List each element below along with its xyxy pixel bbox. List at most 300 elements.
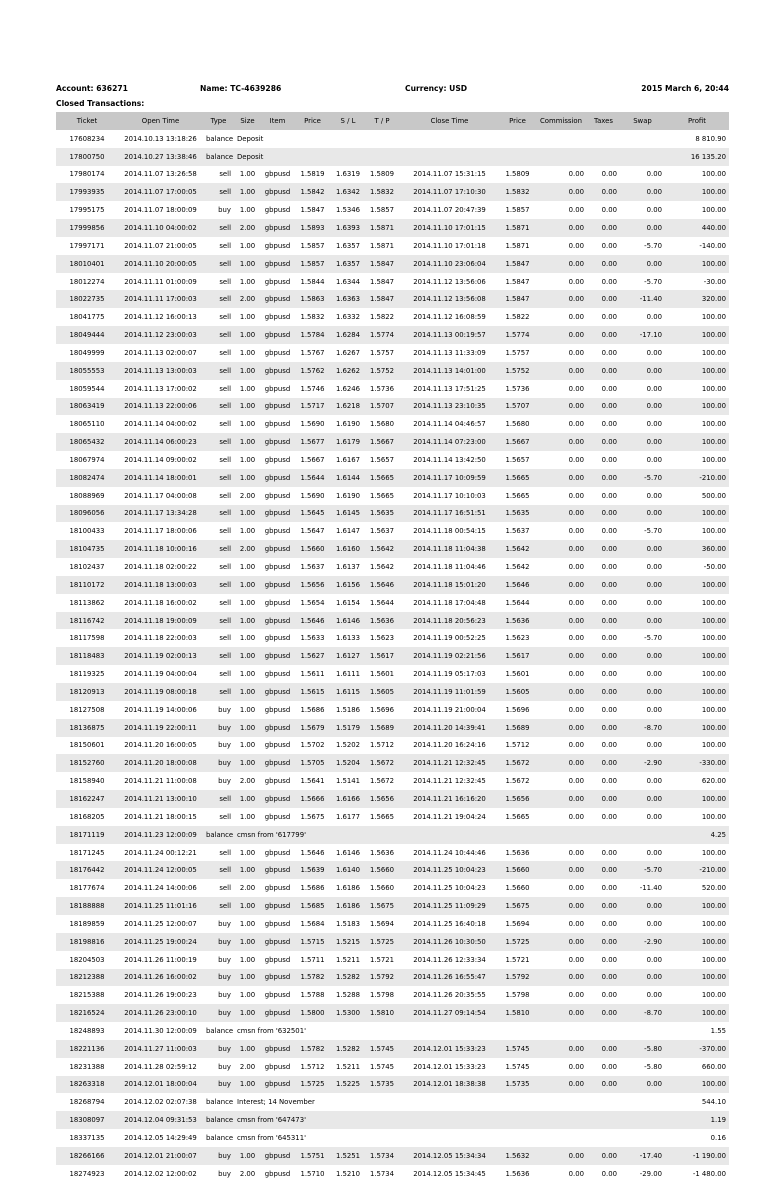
swap-cell: 0.00: [646, 313, 662, 322]
table-row: [56, 505, 729, 523]
table-row: [56, 897, 729, 915]
price-cell: 1.5684: [300, 919, 325, 928]
price-cell: 1.5666: [294, 790, 331, 808]
close-time-cell: 2014.11.19 11:01:59: [399, 683, 500, 701]
swap-cell: 0.00: [646, 955, 662, 964]
close-price-cell: 1.5774: [500, 326, 535, 344]
type-cell: buy: [218, 705, 231, 714]
open-time-cell: 2014.12.05 14:29:49: [124, 1134, 197, 1143]
stop-loss-cell: 1.5282: [331, 1040, 365, 1058]
swap-cell: 0.00: [646, 991, 662, 1000]
table-row: [56, 1058, 729, 1076]
take-profit-cell: 1.5680: [369, 420, 395, 429]
column-header-take-profit: T / P: [365, 112, 399, 130]
stop-loss-cell: 1.6363: [331, 290, 365, 308]
stop-loss-cell: 1.6133: [335, 634, 361, 643]
profit-cell: 100.00: [665, 505, 729, 523]
commission-cell: 0.00: [535, 1040, 587, 1058]
close-price-cell: 1.5680: [505, 420, 530, 429]
ticket-cell: 18274923: [69, 1169, 105, 1178]
swap-cell: 0.00: [620, 647, 665, 665]
ticket-cell: 17608234: [69, 134, 105, 143]
type-cell: sell: [219, 241, 231, 250]
table-row: [56, 1093, 729, 1111]
price-cell: 1.5782: [294, 1040, 331, 1058]
open-time-cell: 2014.10.13 13:18:26: [124, 134, 197, 143]
type-cell: buy: [218, 919, 231, 928]
taxes-cell: 0.00: [601, 634, 617, 643]
profit-cell: -1 190.00: [665, 1147, 729, 1165]
swap-cell: -2.90: [620, 933, 665, 951]
close-time-cell: 2014.11.26 16:55:47: [399, 969, 500, 987]
swap-cell: 0.00: [646, 777, 662, 786]
item-cell: gbpusd: [264, 991, 291, 1000]
close-price-cell: 1.5735: [500, 1076, 535, 1094]
take-profit-cell: 1.5832: [365, 183, 399, 201]
size-cell: 2.00: [234, 540, 261, 558]
profit-cell: 100.00: [701, 812, 726, 821]
ticket-cell: 18266166: [56, 1147, 118, 1165]
table-row: [56, 130, 729, 148]
type-cell: sell: [219, 563, 231, 572]
profit-cell: 1.19: [665, 1111, 729, 1129]
open-time-cell: 2014.11.18 22:00:03: [124, 634, 197, 643]
stop-loss-cell: 1.6177: [335, 812, 361, 821]
stop-loss-cell: 1.5251: [331, 1147, 365, 1165]
open-time-cell: 2014.11.18 02:00:22: [124, 563, 197, 572]
close-price-cell: 1.5636: [505, 848, 530, 857]
size-cell: 2.00: [239, 777, 256, 786]
taxes-cell: 0.00: [587, 183, 620, 201]
profit-cell: 544.10: [701, 1098, 726, 1107]
ticket-cell: 18041775: [69, 313, 105, 322]
close-price-cell: 1.5707: [500, 398, 535, 416]
open-time-cell: 2014.11.24 12:00:05: [118, 861, 203, 879]
ticket-cell: 18215388: [69, 991, 105, 1000]
stop-loss-cell: 1.6342: [331, 183, 365, 201]
type-cell: buy: [203, 1004, 234, 1022]
swap-cell: -11.40: [620, 290, 665, 308]
size-cell: 1.00: [239, 991, 256, 1000]
taxes-cell: 0.00: [587, 754, 620, 772]
stop-loss-cell: 1.6357: [335, 241, 361, 250]
close-time-cell: 2014.11.26 12:33:34: [413, 955, 486, 964]
close-time-cell: 2014.11.20 16:24:16: [413, 741, 486, 750]
take-profit-cell: 1.5636: [369, 848, 395, 857]
profit-cell: 100.00: [701, 420, 726, 429]
commission-cell: 0.00: [568, 491, 584, 500]
table-row: [56, 255, 729, 273]
item-cell: gbpusd: [261, 969, 294, 987]
take-profit-cell: 1.5871: [369, 241, 395, 250]
table-row: [56, 612, 729, 630]
ticket-cell: 18198816: [56, 933, 118, 951]
item-cell: gbpusd: [264, 634, 291, 643]
item-cell: gbpusd: [264, 848, 291, 857]
open-time-cell: 2014.11.21 11:00:08: [124, 777, 197, 786]
price-cell: 1.5690: [300, 420, 325, 429]
profit-cell: 500.00: [701, 491, 726, 500]
price-cell: 1.5677: [294, 433, 331, 451]
open-time-cell: 2014.11.20 16:00:05: [124, 741, 197, 750]
taxes-cell: 0.00: [587, 933, 620, 951]
taxes-cell: 0.00: [601, 384, 617, 393]
stop-loss-cell: 1.5211: [335, 955, 361, 964]
take-profit-cell: 1.5623: [369, 634, 395, 643]
table-row: [56, 1165, 729, 1183]
close-price-cell: 1.5642: [505, 563, 530, 572]
type-cell: sell: [203, 647, 234, 665]
swap-cell: -11.40: [639, 884, 662, 893]
close-price-cell: 1.5665: [500, 469, 535, 487]
swap-cell: -5.70: [620, 469, 665, 487]
take-profit-cell: 1.5735: [365, 1076, 399, 1094]
type-cell: sell: [219, 670, 231, 679]
close-price-cell: 1.5636: [500, 612, 535, 630]
price-cell: 1.5717: [294, 398, 331, 416]
commission-cell: 0.00: [568, 1169, 584, 1178]
open-time-cell: 2014.11.19 14:00:06: [124, 705, 197, 714]
price-cell: 1.5647: [300, 527, 325, 536]
commission-cell: 0.00: [535, 505, 587, 523]
type-cell: sell: [203, 183, 234, 201]
size-cell: 1.00: [234, 683, 261, 701]
profit-cell: 100.00: [665, 719, 729, 737]
item-cell: gbpusd: [264, 884, 291, 893]
commission-cell: 0.00: [535, 219, 587, 237]
ticket-cell: 18176442: [56, 861, 118, 879]
profit-cell: 100.00: [665, 362, 729, 380]
commission-cell: 0.00: [568, 384, 584, 393]
profit-cell: 100.00: [665, 612, 729, 630]
stop-loss-cell: 1.5210: [335, 1169, 361, 1178]
ticket-cell: 18010401: [56, 255, 118, 273]
ticket-cell: 18100433: [69, 527, 105, 536]
price-cell: 1.5656: [294, 576, 331, 594]
size-cell: 1.00: [239, 563, 256, 572]
taxes-cell: 0.00: [601, 1169, 617, 1178]
size-cell: 1.00: [239, 955, 256, 964]
taxes-cell: 0.00: [601, 919, 617, 928]
swap-cell: 0.00: [620, 255, 665, 273]
take-profit-cell: 1.5725: [365, 933, 399, 951]
size-cell: 1.00: [239, 206, 256, 215]
ticket-cell: 18117598: [69, 634, 105, 643]
open-time-cell: 2014.11.19 04:00:04: [124, 670, 197, 679]
size-cell: 1.00: [239, 313, 256, 322]
item-cell: gbpusd: [261, 1040, 294, 1058]
taxes-cell: 0.00: [601, 705, 617, 714]
type-cell: sell: [219, 491, 231, 500]
close-time-cell: 2014.11.25 10:04:23: [413, 884, 486, 893]
ticket-cell: 18096056: [56, 505, 118, 523]
table-row: [56, 629, 729, 647]
swap-cell: 0.00: [620, 433, 665, 451]
type-cell: sell: [219, 848, 231, 857]
profit-cell: -140.00: [699, 241, 726, 250]
close-price-cell: 1.5646: [500, 576, 535, 594]
size-cell: 1.00: [239, 598, 256, 607]
commission-cell: 0.00: [535, 754, 587, 772]
price-cell: 1.5782: [294, 969, 331, 987]
comment-cell: cmsn from '617799': [234, 826, 665, 844]
profit-cell: 100.00: [701, 170, 726, 179]
taxes-cell: 0.00: [601, 277, 617, 286]
open-time-cell: 2014.11.13 13:00:03: [118, 362, 203, 380]
item-cell: gbpusd: [261, 505, 294, 523]
open-time-cell: 2014.11.18 19:00:09: [118, 612, 203, 630]
commission-cell: 0.00: [535, 1076, 587, 1094]
price-cell: 1.5679: [294, 719, 331, 737]
swap-cell: 0.00: [620, 576, 665, 594]
taxes-cell: 0.00: [601, 670, 617, 679]
commission-cell: 0.00: [535, 969, 587, 987]
take-profit-cell: 1.5689: [365, 719, 399, 737]
size-cell: 1.00: [239, 634, 256, 643]
close-time-cell: 2014.11.17 10:09:59: [399, 469, 500, 487]
table-row: [56, 1040, 729, 1058]
close-time-cell: 2014.11.14 13:42:50: [413, 455, 486, 464]
table-row: [56, 576, 729, 594]
close-price-cell: 1.5667: [500, 433, 535, 451]
close-price-cell: 1.5642: [500, 540, 535, 558]
account-name: Name: TC-4639286: [200, 84, 282, 93]
take-profit-cell: 1.5847: [369, 277, 395, 286]
profit-cell: 100.00: [665, 576, 729, 594]
profit-cell: 660.00: [701, 1062, 726, 1071]
commission-cell: 0.00: [535, 433, 587, 451]
item-cell: gbpusd: [264, 170, 291, 179]
price-cell: 1.5702: [300, 741, 325, 750]
close-price-cell: 1.5696: [505, 705, 530, 714]
swap-cell: 0.00: [620, 540, 665, 558]
ticket-cell: 18188888: [56, 897, 118, 915]
type-cell: sell: [203, 505, 234, 523]
take-profit-cell: 1.5822: [369, 313, 395, 322]
table-row: [56, 719, 729, 737]
ticket-cell: 18152760: [56, 754, 118, 772]
column-header-size: Size: [234, 112, 261, 130]
stop-loss-cell: 1.5204: [331, 754, 365, 772]
close-price-cell: 1.5809: [505, 170, 530, 179]
stop-loss-cell: 1.6115: [331, 683, 365, 701]
close-price-cell: 1.5847: [500, 290, 535, 308]
price-cell: 1.5660: [294, 540, 331, 558]
size-cell: 1.00: [239, 170, 256, 179]
table-row: [56, 790, 729, 808]
taxes-cell: 0.00: [587, 398, 620, 416]
close-price-cell: 1.5871: [505, 241, 530, 250]
commission-cell: 0.00: [535, 183, 587, 201]
commission-cell: 0.00: [535, 897, 587, 915]
close-time-cell: 2014.11.12 13:56:08: [399, 290, 500, 308]
take-profit-cell: 1.5774: [365, 326, 399, 344]
commission-cell: 0.00: [535, 540, 587, 558]
taxes-cell: 0.00: [601, 848, 617, 857]
size-cell: 1.00: [234, 719, 261, 737]
size-cell: 1.00: [239, 848, 256, 857]
price-cell: 1.5842: [294, 183, 331, 201]
swap-cell: 0.00: [646, 670, 662, 679]
table-row: [56, 1147, 729, 1165]
profit-cell: 360.00: [665, 540, 729, 558]
ticket-cell: 17800750: [56, 148, 118, 166]
profit-cell: 100.00: [665, 647, 729, 665]
take-profit-cell: 1.5745: [369, 1062, 395, 1071]
take-profit-cell: 1.5672: [365, 754, 399, 772]
take-profit-cell: 1.5660: [365, 861, 399, 879]
item-cell: gbpusd: [264, 420, 291, 429]
table-row: [56, 986, 729, 1004]
close-price-cell: 1.5847: [500, 255, 535, 273]
close-time-cell: 2014.11.18 15:01:20: [399, 576, 500, 594]
swap-cell: -8.70: [620, 719, 665, 737]
close-price-cell: 1.5757: [505, 348, 530, 357]
type-cell: sell: [219, 455, 231, 464]
close-time-cell: 2014.11.19 02:21:56: [399, 647, 500, 665]
close-price-cell: 1.5601: [505, 670, 530, 679]
stop-loss-cell: 1.6144: [331, 469, 365, 487]
stop-loss-cell: 1.6145: [331, 505, 365, 523]
take-profit-cell: 1.5736: [369, 384, 395, 393]
profit-cell: 100.00: [665, 1076, 729, 1094]
stop-loss-cell: 1.6156: [331, 576, 365, 594]
open-time-cell: 2014.11.18 10:00:16: [118, 540, 203, 558]
type-cell: buy: [203, 1147, 234, 1165]
profit-cell: 100.00: [665, 433, 729, 451]
close-price-cell: 1.5637: [505, 527, 530, 536]
type-cell: sell: [219, 277, 231, 286]
profit-cell: 100.00: [665, 969, 729, 987]
take-profit-cell: 1.5644: [369, 598, 395, 607]
commission-cell: 0.00: [568, 670, 584, 679]
taxes-cell: 0.00: [587, 1147, 620, 1165]
ticket-cell: 18171119: [56, 826, 118, 844]
type-cell: buy: [218, 955, 231, 964]
open-time-cell: 2014.11.23 12:00:09: [118, 826, 203, 844]
price-cell: 1.5639: [294, 861, 331, 879]
table-row: [56, 737, 729, 755]
stop-loss-cell: 1.6190: [335, 491, 361, 500]
close-time-cell: 2014.11.21 12:32:45: [399, 754, 500, 772]
type-cell: buy: [203, 933, 234, 951]
swap-cell: 0.00: [646, 919, 662, 928]
price-cell: 1.5832: [300, 313, 325, 322]
price-cell: 1.5675: [300, 812, 325, 821]
price-cell: 1.5611: [300, 670, 325, 679]
table-row: [56, 344, 729, 362]
size-cell: 1.00: [234, 255, 261, 273]
open-time-cell: 2014.11.21 13:00:10: [118, 790, 203, 808]
taxes-cell: 0.00: [601, 455, 617, 464]
item-cell: gbpusd: [264, 313, 291, 322]
take-profit-cell: 1.5798: [369, 991, 395, 1000]
swap-cell: 0.00: [620, 362, 665, 380]
close-time-cell: 2014.12.01 15:33:23: [413, 1062, 486, 1071]
item-cell: gbpusd: [261, 719, 294, 737]
close-price-cell: 1.5810: [500, 1004, 535, 1022]
stop-loss-cell: 1.6160: [331, 540, 365, 558]
swap-cell: 0.00: [620, 183, 665, 201]
swap-cell: 0.00: [646, 455, 662, 464]
type-cell: sell: [203, 576, 234, 594]
commission-cell: 0.00: [568, 991, 584, 1000]
profit-cell: 100.00: [665, 790, 729, 808]
column-header-taxes: Taxes: [587, 112, 620, 130]
ticket-cell: 18022735: [56, 290, 118, 308]
close-time-cell: 2014.11.13 23:10:35: [399, 398, 500, 416]
table-row: [56, 826, 729, 844]
close-price-cell: 1.5752: [500, 362, 535, 380]
comment-cell: cmsn from '647473': [234, 1111, 665, 1129]
taxes-cell: 0.00: [601, 313, 617, 322]
open-time-cell: 2014.11.25 12:00:07: [124, 919, 197, 928]
take-profit-cell: 1.5847: [365, 255, 399, 273]
type-cell: sell: [219, 170, 231, 179]
open-time-cell: 2014.12.01 18:00:04: [118, 1076, 203, 1094]
table-row: [56, 451, 729, 469]
price-cell: 1.5686: [300, 705, 325, 714]
open-time-cell: 2014.12.02 12:00:02: [124, 1169, 197, 1178]
taxes-cell: 0.00: [587, 219, 620, 237]
close-time-cell: 2014.11.14 04:46:57: [413, 420, 486, 429]
item-cell: gbpusd: [261, 255, 294, 273]
size-cell: 2.00: [239, 884, 256, 893]
item-cell: gbpusd: [261, 183, 294, 201]
item-cell: gbpusd: [264, 241, 291, 250]
taxes-cell: 0.00: [601, 491, 617, 500]
table-row: [56, 701, 729, 719]
comment-cell: Interest; 14 November: [237, 1098, 315, 1107]
open-time-cell: 2014.11.21 18:00:15: [124, 812, 197, 821]
stop-loss-cell: 1.5282: [331, 969, 365, 987]
table-row: [56, 148, 729, 166]
stop-loss-cell: 1.6140: [331, 861, 365, 879]
item-cell: gbpusd: [261, 398, 294, 416]
commission-cell: 0.00: [535, 1147, 587, 1165]
stop-loss-cell: 1.5346: [335, 206, 361, 215]
close-time-cell: 2014.12.01 15:33:23: [399, 1040, 500, 1058]
close-price-cell: 1.5694: [505, 919, 530, 928]
price-cell: 1.5800: [294, 1004, 331, 1022]
stop-loss-cell: 1.6127: [331, 647, 365, 665]
size-cell: 1.00: [234, 433, 261, 451]
open-time-cell: 2014.11.19 22:00:11: [118, 719, 203, 737]
take-profit-cell: 1.5665: [369, 491, 395, 500]
taxes-cell: 0.00: [601, 955, 617, 964]
close-price-cell: 1.5822: [505, 313, 530, 322]
price-cell: 1.5712: [300, 1062, 325, 1071]
close-price-cell: 1.5745: [500, 1040, 535, 1058]
swap-cell: -17.40: [620, 1147, 665, 1165]
price-cell: 1.5751: [294, 1147, 331, 1165]
type-cell: sell: [203, 362, 234, 380]
ticket-cell: 18067974: [69, 455, 105, 464]
stop-loss-cell: 1.6344: [335, 277, 361, 286]
swap-cell: 0.00: [646, 348, 662, 357]
ticket-cell: 18055553: [56, 362, 118, 380]
open-time-cell: 2014.11.13 22:00:06: [118, 398, 203, 416]
type-cell: balance: [206, 1098, 234, 1107]
open-time-cell: 2014.11.14 09:00:02: [124, 455, 197, 464]
open-time-cell: 2014.11.14 06:00:23: [118, 433, 203, 451]
close-time-cell: 2014.11.07 17:10:30: [399, 183, 500, 201]
type-cell: sell: [203, 433, 234, 451]
comment-cell: cmsn from '632501': [237, 1026, 306, 1035]
commission-cell: 0.00: [535, 326, 587, 344]
close-time-cell: 2014.11.18 00:54:15: [413, 527, 486, 536]
price-cell: 1.5654: [300, 598, 325, 607]
